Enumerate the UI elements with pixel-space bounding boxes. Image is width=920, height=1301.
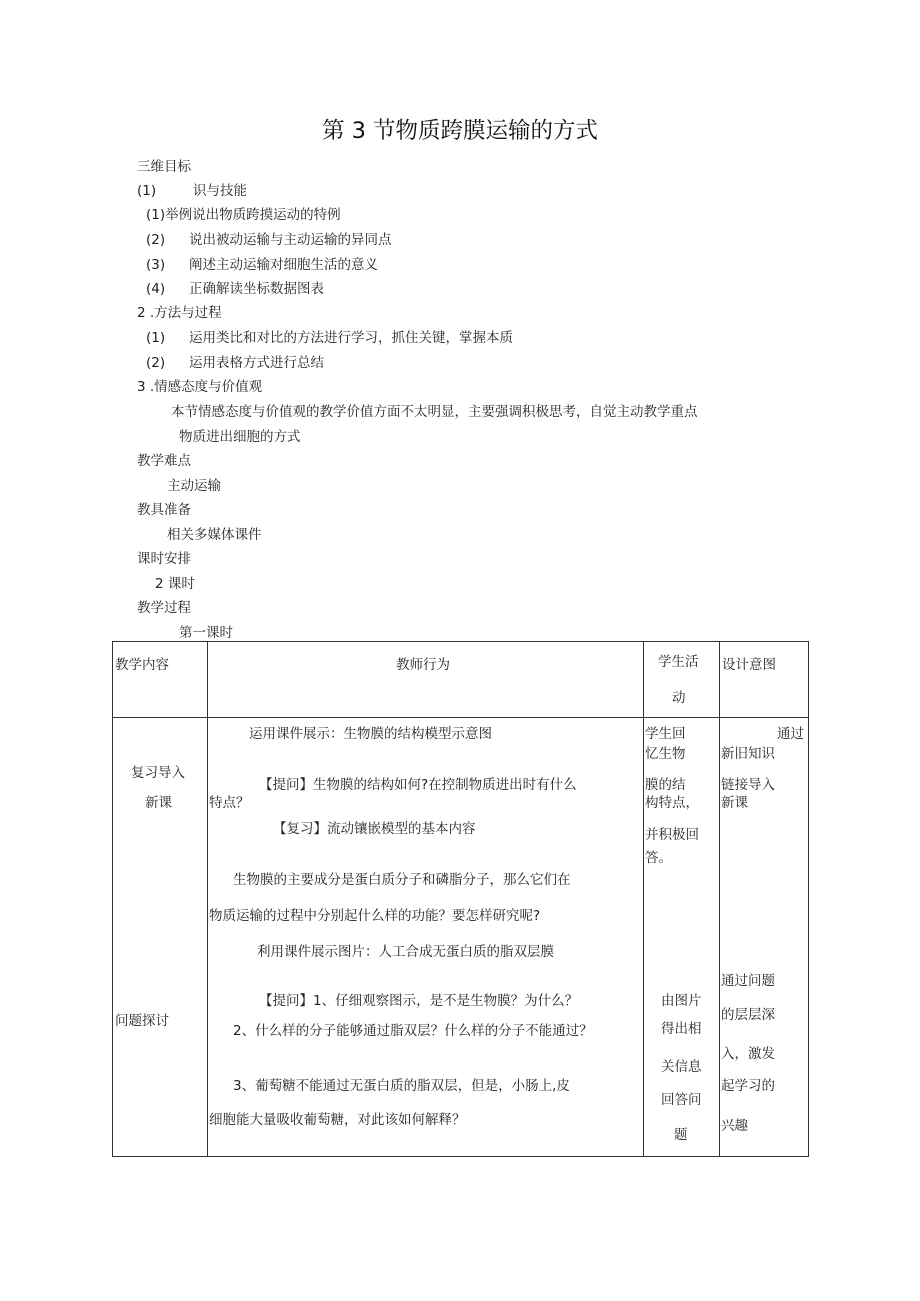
student-cell: 回答问 (661, 1092, 702, 1108)
header-student: 动 (672, 690, 686, 706)
student-cell: 得出相 (661, 1021, 702, 1037)
student-cell: 题 (674, 1127, 688, 1143)
table-column-divider (719, 642, 720, 1156)
intent-cell: 通过问题 (721, 973, 775, 989)
content-cell: 复习导入 (131, 765, 185, 781)
teacher-cell: 【提问】1、仔细观察图示，是不是生物膜？为什么？ (259, 993, 579, 1009)
teacher-cell: 2、什么样的分子能够通过脂双层？什么样的分子不能通过？ (233, 1023, 593, 1039)
teacher-cell: 利用课件展示图片：人工合成无蛋白质的脂双层膜 (257, 944, 554, 960)
goal-1-item: (1)举例说出物质跨摸运动的特例 (146, 207, 341, 223)
difficulty-text: 主动运输 (167, 478, 221, 494)
intent-cell: 通过 (777, 726, 804, 742)
student-cell: 忆生物 (645, 746, 686, 762)
header-teacher: 教师行为 (396, 657, 450, 673)
difficulty-heading: 教学难点 (137, 453, 191, 469)
student-cell: 答。 (645, 850, 672, 866)
student-cell: 并积极回 (645, 827, 699, 843)
goal-2-item-number: (1) (146, 330, 166, 346)
intent-cell: 新课 (721, 795, 748, 811)
goal-1-number: (1) (137, 183, 157, 199)
lesson-label: 第一课时 (179, 625, 233, 641)
goal-1-item: 阐述主动运输对细胞生活的意义 (189, 257, 378, 273)
table-row-divider (113, 717, 808, 718)
lesson-table (112, 641, 809, 1157)
goal-2-item: 运用表格方式进行总结 (189, 355, 324, 371)
schedule-text: 2 课时 (155, 576, 195, 592)
student-cell: 由图片 (661, 993, 702, 1009)
goal-1-item: 说出被动运输与主动运输的异同点 (189, 232, 392, 248)
goal-3-text: 本节情感态度与价值观的教学价值方面不太明显，主要强调积极思考，自觉主动教学重点 (171, 404, 698, 420)
student-cell: 关信息 (661, 1059, 702, 1075)
key-point-text: 物质进出细胞的方式 (179, 429, 301, 445)
intent-cell: 起学习的 (721, 1078, 775, 1094)
table-column-divider (207, 642, 208, 1156)
content-cell: 问题探讨 (115, 1013, 169, 1029)
intent-cell: 兴趣 (721, 1118, 748, 1134)
tools-heading: 教具准备 (137, 502, 191, 518)
tools-text: 相关多媒体课件 (167, 527, 262, 543)
intent-cell: 链接导入 (721, 777, 775, 793)
student-cell: 构特点， (645, 795, 699, 811)
header-content: 教学内容 (115, 657, 169, 673)
teacher-cell: 细胞能大量吸收葡萄糖，对此该如何解释？ (209, 1112, 466, 1128)
content-cell: 新课 (145, 795, 172, 811)
goal-1-heading: 识与技能 (193, 183, 247, 199)
teacher-cell: 运用课件展示：生物膜的结构模型示意图 (249, 726, 492, 742)
teacher-cell: 特点？ (209, 795, 250, 811)
goals-heading: 三维目标 (137, 159, 191, 175)
intent-cell: 的层层深 (721, 1007, 775, 1023)
student-cell: 学生回 (645, 726, 686, 742)
header-student: 学生活 (658, 654, 699, 670)
process-heading: 教学过程 (137, 600, 191, 616)
teacher-cell: 生物膜的主要成分是蛋白质分子和磷脂分子，那么它们在 (233, 872, 571, 888)
intent-cell: 入，激发 (721, 1046, 775, 1062)
table-column-divider (643, 642, 644, 1156)
student-cell: 膜的结 (645, 777, 686, 793)
schedule-heading: 课时安排 (137, 551, 191, 567)
goal-3-heading: 3 .情感态度与价值观 (137, 379, 263, 395)
goal-2-item: 运用类比和对比的方法进行学习，抓住关键，掌握本质 (189, 330, 513, 346)
teacher-cell: 物质运输的过程中分别起什么样的功能？要怎样研究呢? (209, 908, 541, 924)
goal-1-item: 正确解读坐标数据图表 (189, 281, 324, 297)
goal-1-item-number: (3) (146, 257, 166, 273)
header-intent: 设计意图 (722, 657, 776, 673)
intent-cell: 新旧知识 (721, 746, 775, 762)
teacher-cell: 【提问】生物膜的结构如何?在控制物质进出时有什么 (259, 777, 577, 793)
goal-2-item-number: (2) (146, 355, 166, 371)
goal-1-item-number: (4) (146, 281, 166, 297)
teacher-cell: 3、葡萄糖不能通过无蛋白质的脂双层，但是，小肠上,皮 (233, 1078, 570, 1094)
goal-2-heading: 2 .方法与过程 (137, 305, 222, 321)
goal-1-item-number: (2) (146, 232, 166, 248)
teacher-cell: 【复习】流动镶嵌模型的基本内容 (273, 821, 476, 837)
page-title: 第 3 节物质跨膜运输的方式 (321, 118, 599, 144)
